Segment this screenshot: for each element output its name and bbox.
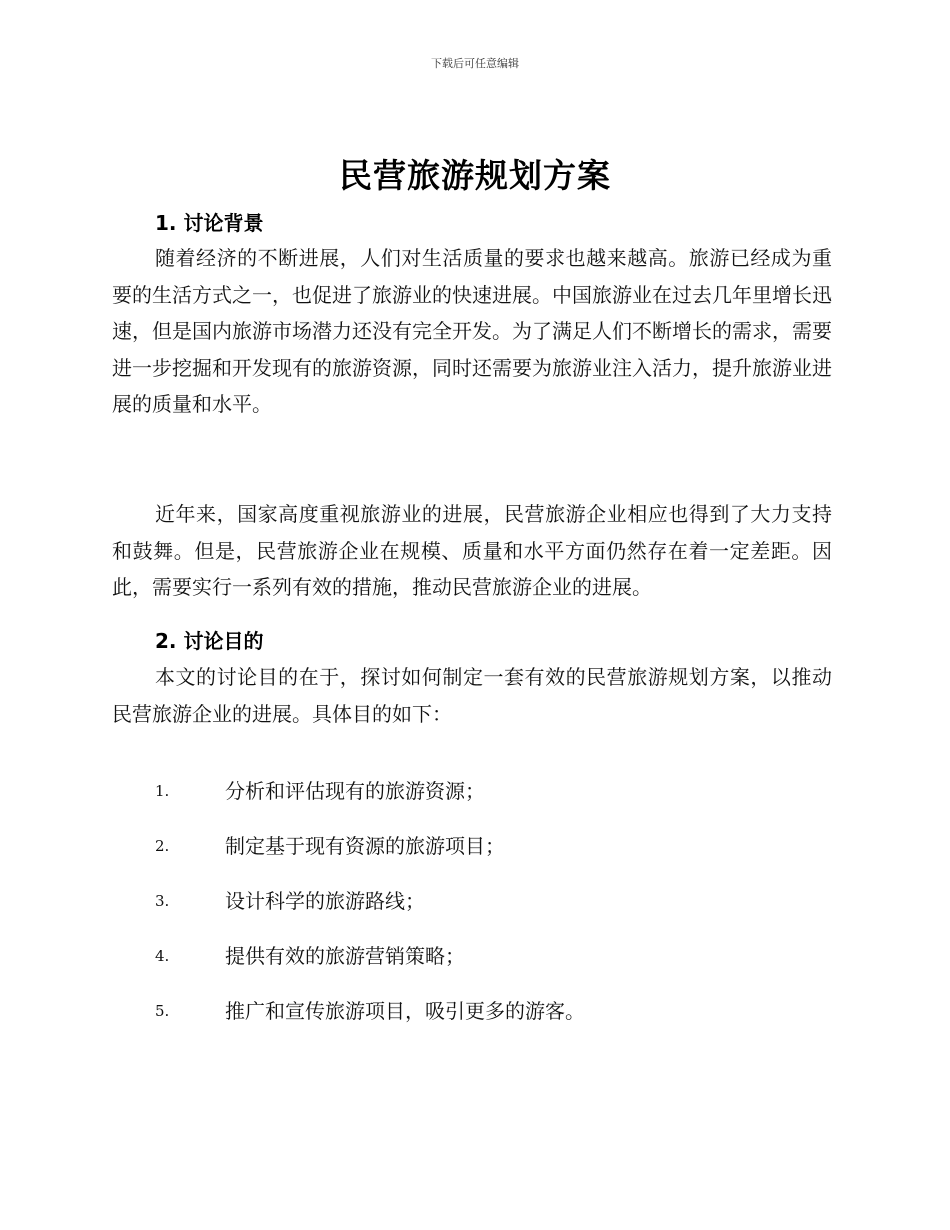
list-item-text: 制定基于现有资源的旅游项目； xyxy=(225,834,505,858)
list-item-text: 推广和宣传旅游项目，吸引更多的游客。 xyxy=(225,999,585,1023)
section-heading-background: 1. 讨论背景 xyxy=(155,211,264,235)
list-item-number: 3. xyxy=(155,892,170,910)
list-item xyxy=(155,828,585,883)
paragraph-background-2: 近年来，国家高度重视旅游业的进展，民营旅游企业相应也得到了大力支持和鼓舞。但是，民营旅游企业在规模、质量和水平方面仍然存在着一定差距。因此，需要实行一系列有效的措施，推动民营旅游企业的进展。 xyxy=(112,502,832,599)
paragraph-background-1: 随着经济的不断进展，人们对生活质量的要求也越来越高。旅游已经成为重要的生活方式之一，也促进了旅游业的快速进展。中国旅游业在过去几年里增长迅速，但是国内旅游市场潜力还没有完全开发。为了满足人们不断增长的需求，需要进一步挖掘和开发现有的旅游资源，同时还需要为旅游业注入活力，提升旅游业进展的质量和水平。 xyxy=(112,246,832,416)
paragraph-purpose: 本文的讨论目的在于，探讨如何制定一套有效的民营旅游规划方案，以推动民营旅游企业的进展。具体目的如下： xyxy=(112,665,832,726)
goal-list xyxy=(155,773,585,1048)
list-item xyxy=(155,993,585,1048)
list-item xyxy=(155,938,585,993)
header-note: 下载后可任意编辑 xyxy=(431,57,519,70)
list-item xyxy=(155,883,585,938)
list-item-text: 设计科学的旅游路线； xyxy=(225,889,425,913)
list-item-number: 2. xyxy=(155,837,170,855)
document-title: 民营旅游规划方案 xyxy=(339,156,611,195)
section-heading-purpose: 2. 讨论目的 xyxy=(155,629,264,653)
list-item-number: 1. xyxy=(155,782,170,800)
list-item-number: 4. xyxy=(155,947,170,965)
list-item-text: 提供有效的旅游营销策略； xyxy=(225,944,465,968)
list-item-number: 5. xyxy=(155,1002,170,1020)
list-item xyxy=(155,773,585,828)
list-item-text: 分析和评估现有的旅游资源； xyxy=(225,779,485,803)
